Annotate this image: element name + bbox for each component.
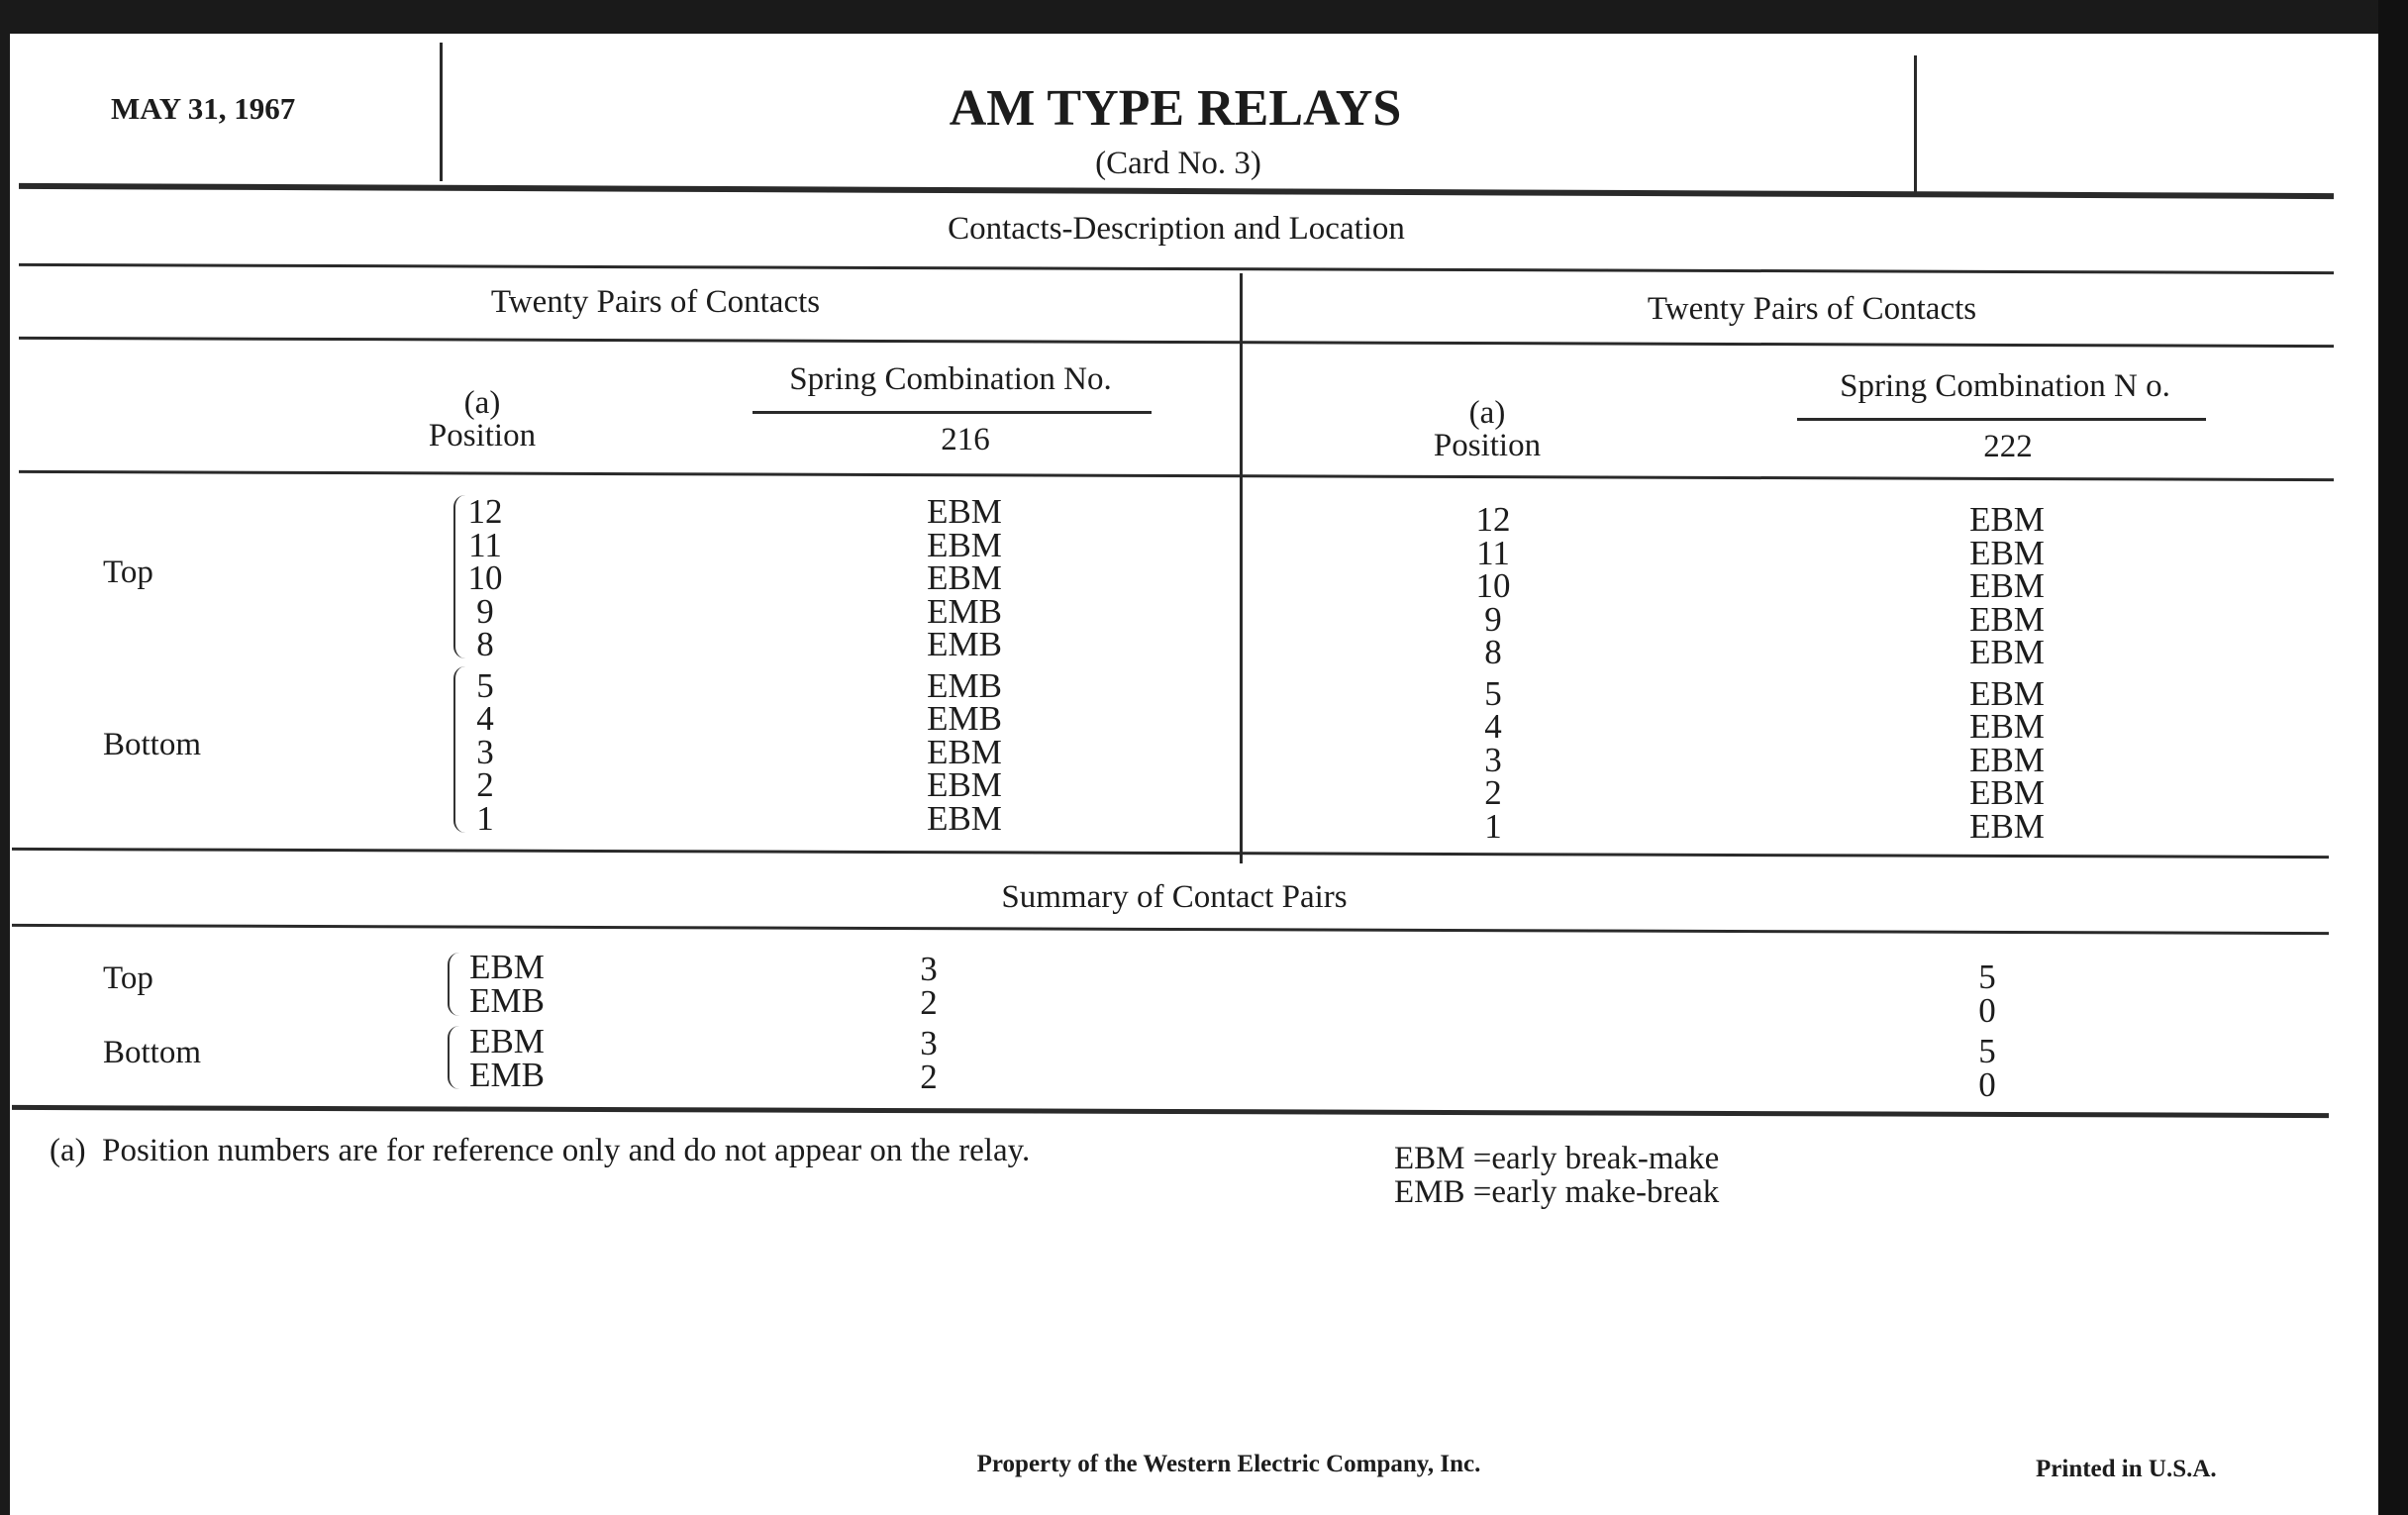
brace-bottom <box>453 666 465 833</box>
group-label-bottom: Bottom <box>103 727 202 762</box>
divider <box>752 411 1152 414</box>
type-ebm: EBM <box>469 1022 545 1060</box>
summary-title: Summary of Contact Pairs <box>1001 879 1348 915</box>
contact-type: EBM <box>927 765 1002 804</box>
left-position-column <box>467 492 503 838</box>
contact-type: EBM <box>1969 533 2045 572</box>
left-summary-top <box>920 950 938 1022</box>
position-number: 9 <box>1484 599 1502 639</box>
position-note: (a) <box>1468 395 1506 431</box>
summary-types-top <box>469 948 545 1020</box>
summary-types-bottom <box>469 1022 545 1094</box>
divider <box>440 43 443 181</box>
contact-type: EMB <box>927 665 1002 705</box>
scan-edge <box>2378 0 2408 1515</box>
position-number: 2 <box>476 765 494 804</box>
contact-type: EBM <box>1969 707 2045 746</box>
type-emb: EMB <box>469 1055 545 1094</box>
position-number: 3 <box>1484 740 1502 779</box>
spring-combination-header: Spring Combination N o. <box>1840 368 2170 404</box>
count: 5 <box>1978 958 1996 996</box>
contact-type: EBM <box>1969 633 2045 671</box>
position-header: Position <box>1433 428 1542 463</box>
position-number: 5 <box>1484 673 1502 713</box>
position-number: 5 <box>476 665 494 705</box>
right-contact-column <box>1969 500 2045 846</box>
footnote: (a) Position numbers are for reference only and do not appear on the relay. <box>50 1133 1031 1168</box>
position-number: 2 <box>1484 773 1502 812</box>
position-number: 12 <box>467 492 503 531</box>
right-summary-bottom <box>1978 1032 1996 1104</box>
left-summary-bottom <box>920 1024 938 1096</box>
contact-type: EMB <box>927 591 1002 631</box>
brace-summary-bottom <box>448 1026 459 1089</box>
summary-label-bottom: Bottom <box>103 1035 202 1070</box>
contact-type: EBM <box>1969 773 2045 812</box>
count: 2 <box>920 1057 938 1096</box>
contact-type: EBM <box>1969 673 2045 713</box>
contact-type: EMB <box>927 699 1002 738</box>
count: 3 <box>920 1024 938 1062</box>
card-date: MAY 31, 1967 <box>111 91 296 126</box>
count: 2 <box>920 982 938 1022</box>
contact-type: EBM <box>927 558 1002 597</box>
count: 3 <box>920 950 938 988</box>
card-number: (Card No. 3) <box>1095 146 1261 181</box>
brace-summary-top <box>448 953 459 1016</box>
contact-type: EBM <box>1969 599 2045 639</box>
divider <box>1797 418 2206 421</box>
contact-type: EBM <box>927 798 1002 838</box>
section-title: Contacts-Description and Location <box>948 211 1405 247</box>
legend-emb: EMB =early make-break <box>1394 1174 1720 1210</box>
position-number: 11 <box>468 525 502 564</box>
contact-type: EBM <box>1969 806 2045 846</box>
spring-combination-header: Spring Combination No. <box>789 361 1112 397</box>
right-position-column <box>1475 500 1511 846</box>
left-contact-column <box>927 492 1002 838</box>
position-number: 10 <box>467 558 503 597</box>
position-number: 8 <box>1484 633 1502 671</box>
divider <box>1914 55 1917 194</box>
page-title: AM TYPE RELAYS <box>949 80 1402 137</box>
brace-top <box>453 495 465 658</box>
contact-type: EBM <box>927 492 1002 531</box>
property-notice: Property of the Western Electric Company, Inc. <box>976 1451 1481 1477</box>
printed-notice: Printed in U.S.A. <box>2036 1456 2217 1482</box>
type-ebm: EBM <box>469 948 545 986</box>
left-group-title: Twenty Pairs of Contacts <box>490 284 821 320</box>
count: 0 <box>1978 1064 1996 1104</box>
contact-type: EBM <box>1969 500 2045 539</box>
position-number: 1 <box>476 798 494 838</box>
contact-type: EBM <box>927 732 1002 771</box>
right-summary-top <box>1978 958 1996 1030</box>
column-divider <box>1240 273 1243 863</box>
group-label-top: Top <box>103 555 153 590</box>
position-number: 3 <box>476 732 494 771</box>
position-number: 10 <box>1475 566 1511 605</box>
spring-combination-number: 216 <box>941 422 990 457</box>
type-emb: EMB <box>469 980 545 1020</box>
position-header: Position <box>428 418 537 454</box>
contact-type: EBM <box>927 525 1002 564</box>
position-number: 11 <box>1476 533 1510 572</box>
right-group-title: Twenty Pairs of Contacts <box>1647 291 1977 327</box>
summary-label-top: Top <box>103 960 153 996</box>
contact-type: EBM <box>1969 740 2045 779</box>
contact-type: EBM <box>1969 566 2045 605</box>
position-number: 4 <box>476 699 494 738</box>
spring-combination-number: 222 <box>1983 429 2033 464</box>
position-number: 1 <box>1484 806 1502 846</box>
legend-ebm: EBM =early break-make <box>1394 1141 1720 1176</box>
position-number: 4 <box>1484 707 1502 746</box>
contact-type: EMB <box>927 625 1002 663</box>
position-number: 9 <box>476 591 494 631</box>
count: 5 <box>1978 1032 1996 1070</box>
position-number: 8 <box>476 625 494 663</box>
position-note: (a) <box>463 385 501 421</box>
position-number: 12 <box>1475 500 1511 539</box>
count: 0 <box>1978 990 1996 1030</box>
